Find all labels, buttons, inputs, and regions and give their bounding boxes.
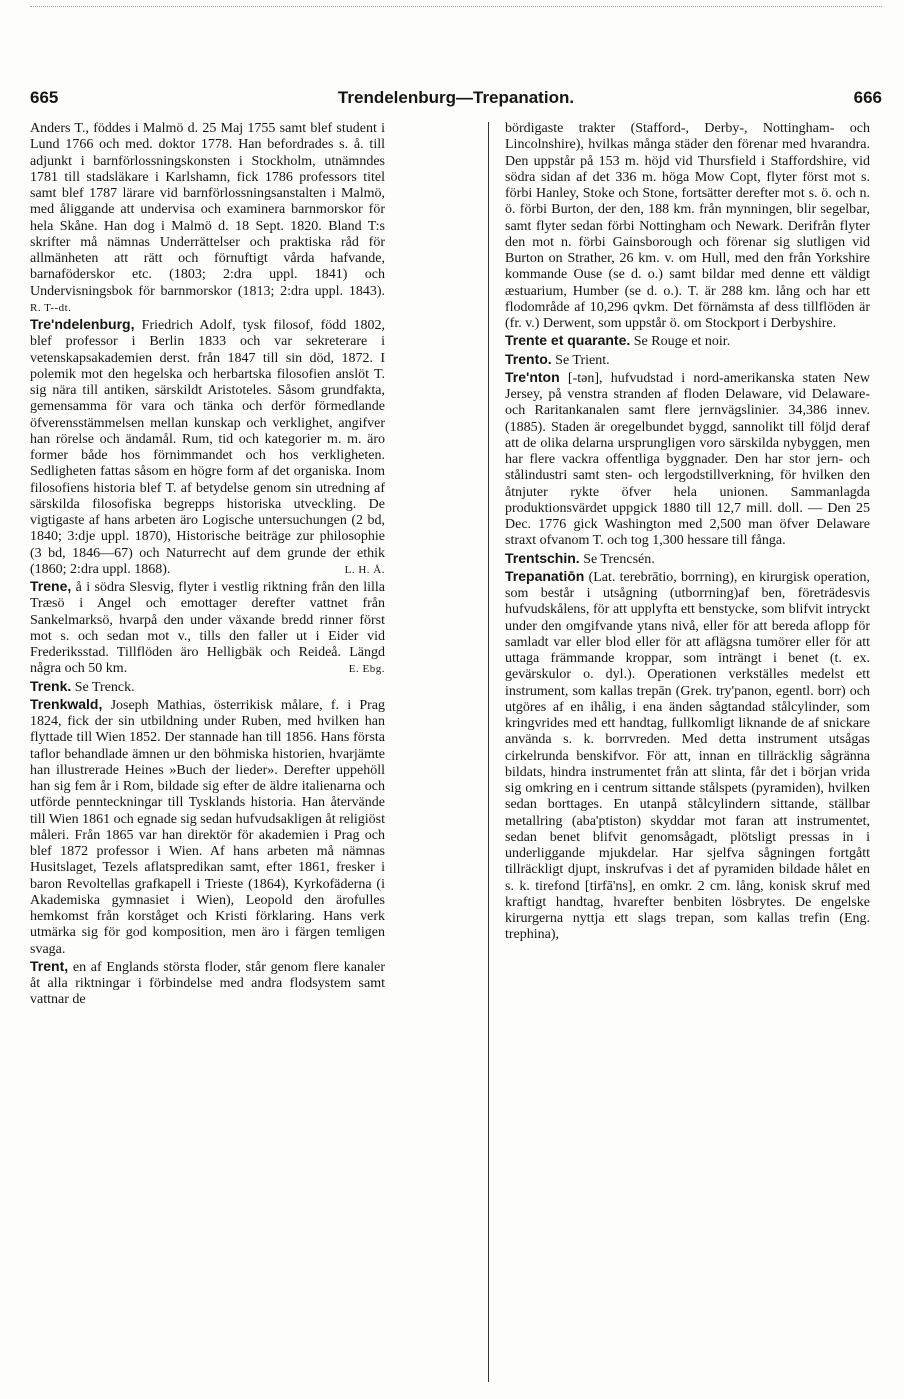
entry-text: å i södra Slesvig, flyter i vestlig riktning från den lilla Træsö i Angel och emottager derefter vattnet från Sankelmarksö, hvarpå den under växande bredd rinner först mot s. och sedan mot v., tills den faller ut i Eider vid Frederiksstad. Tillflöden äro Helligbäk och Reideå. Längd några och 50 km. xyxy=(30,580,385,677)
entry-trendelenburg-friedrich xyxy=(30,316,385,578)
entry-trente-et-quarante xyxy=(505,332,870,350)
entry-text: Anders T., föddes i Malmö d. 25 Maj 1755 samt blef student i Lund 1766 och med. doktor 1778. Han befordrades s. å. till adjunkt i barnförlossningskonsten i Stockholm, utnämndes 1781 till stadsläkare i Karlshamn, fick 1786 professors titel samt blef 1787 lärare vid barnförlossningsanstalten i Malmö, med åliggande att undervisa och examinera barnmorskor för hela Skåne. Han dog i Malmö d. 18 Sept. 1820. Bland T:s skrifter må nämnas Underrättelser och praktiska råd för allmänheten att rätt och förnuftigt vårda hafvande, barnaföderskor etc. (1803; 2:dra uppl. 1841) och Undervisningsbok för barnmorskor (1813; 2:dra uppl. 1843). xyxy=(30,121,385,299)
page-header xyxy=(30,88,882,112)
entry-trendelenburg-anders xyxy=(30,121,385,316)
entry-text: Se Trenck. xyxy=(71,679,135,695)
entry-text: Friedrich Adolf, tysk filosof, född 1802, blef professor i Berlin 1833 och var sekreterare i vetenskapsakademien derst. från 1847 till sin död, 1872. I polemik mot den hegelska och herbartska filosofien anslöt T. sig nära till antiken, särskildt Aristoteles. Såsom grundfakta, gemensamma för vara och tänka och derför förmedlande öfverensstämmelsen mellan kunskap och verklighet, angifver han rörelse och ändamål. Rum, tid och kategorier m. m. äro former både hos förnimmandet och hos verkligheten. Sedligheten fattas såsom en högre form af det organiska. Inom filosofiens historia blef T. af betydelse genom sin utredning af särskilda filosofiska begrepps historiska utveckling. De vigtigaste af hans arbeten äro Logische untersuchungen (2 bd, 1840; 3:dje uppl. 1870), Historische beiträge zur philosophie (3 bd, 1846—67) och Naturrecht auf dem grunde der ethik (1860; 2:dra uppl. 1868). xyxy=(30,318,385,577)
entry-trepanation xyxy=(505,568,870,944)
entry-text: en af Englands största floder, står genom flere kanaler åt alla riktningar i förbindelse med andra flodsystem samt vattnar de xyxy=(30,959,385,1008)
entry-trenkwald xyxy=(30,696,385,958)
entry-trene xyxy=(30,578,385,678)
lemma: Trente et quarante. xyxy=(505,332,631,349)
entry-text: Se Trencsén. xyxy=(579,551,655,567)
top-rule xyxy=(30,6,882,7)
page-number-left: 665 xyxy=(30,88,59,107)
entry-trentschin xyxy=(505,550,870,568)
lemma: Trene, xyxy=(30,578,72,594)
entry-trento xyxy=(505,351,870,369)
lemma: Trenk. xyxy=(30,677,72,694)
lemma: Tre'ndelenburg, xyxy=(30,316,135,332)
entry-text: bördigaste trakter (Stafford-, Derby-, Nottingham- och Lincolnshire), hvilkas många städer den förenar med hvarandra. Den uppstår på 153 m. höjd vid Thursfield i Staffordshire, vid södra sidan af det 336 m. höga Mow Copt, flyter först mot s. förbi Hanley, Stoke och Stone, fortsätter derefter mot s. ö. och n. ö. förbi Burton, der den, 188 km. från mynningen, blir segelbar, samt flyter sedan förbi Nottingham och Newark. Derifrån flyter den mot n. förbi Gainsborough och förenar sig slutligen vid Burton on Strather, 26 km. v. om Hull, med den från Yorkshire kommande Ouse (se d. o.) samt bildar med denne ett väldigt æstuarium, Humber (se d. o.). T. är 288 km. lång och har ett flodområde af 10,296 qvkm. Det förnämsta af dess tillflöden är (fr. v.) Derwent, som uppstår ö. om Stockport i Derbyshire. xyxy=(505,121,870,331)
entry-trent xyxy=(30,958,385,1009)
author-signature: L. H. Å. xyxy=(344,563,385,576)
author-signature: E. Ebg. xyxy=(348,663,385,676)
lemma: Trepanatiōn xyxy=(505,567,585,584)
lemma: Trent, xyxy=(30,957,69,974)
column-divider xyxy=(488,122,489,1382)
left-column xyxy=(30,121,385,1009)
entry-text: [-tən], hufvudstad i nord-amerikanska staten New Jersey, på venstra stranden af floden Delaware, vid Delaware- och Raritankanalen samt flere jernvägslinier. 34,386 innev. (1885). Staden är oregelbundet byggd, sannolikt till följd deraf att de olika delarna ursprungligen voro särskilda nybyggen, men har flere vackra offentliga byggnader. Den har stor jern- och stålindustri samt sten- och lergodstillverkning, för hvilken den åtnjuter rykte öfver hela unionen. Sammanlagda produktionsvärdet uppgick 1880 till 12,7 mill. doll. — Den 25 Dec. 1776 gick Washington med 2,500 man öfver Delaware straxt ofvanom T. och tog 1,300 hessare till fånga. xyxy=(505,370,870,549)
lemma: Tre'nton xyxy=(505,368,560,385)
running-title: Trendelenburg—Trepanation. xyxy=(337,88,575,107)
page-number-right: 666 xyxy=(853,88,882,107)
entry-text: Joseph Mathias, österrikisk målare, f. i Prag 1824, fick der sin utbildning under Ruben, med hvilken han flyttade till Wien 1852. Der stannade han till 1856. Hans första taflor behandlade ämnen ur den böhmiska historien, hvarjämte han illustrerade Heines »Buch der lieder». Derefter uppehöll han sig fem år i Rom, bildade sig efter de äldre italienarna och utförde pennteckningar till Tysklands historia. Han återvände till Wien 1861 och egnade sig sedan hufvudsakligen åt religiöst måleri. Från 1865 var han direktör för akademien i Prag och blef 1872 professor i Wien. Af hans arbeten må nämnas Husitslaget, Tezels aflatspredikan samt, efter 1861, fresker i baron Revoltellas grafkapell i Trieste (1864), Kyrkofäderna (i Akademiska gymnasiet i Wien), Leopold den ärofulles hemkomst från korståget och Kristi förklaring. Hans verk utmärka sig för god komposition, men äro i färgen temligen svaga. xyxy=(30,697,385,957)
entry-trenk xyxy=(30,678,385,696)
entry-trenton xyxy=(505,369,870,550)
right-column xyxy=(505,121,870,944)
entry-trent-continued xyxy=(505,121,870,332)
entry-text: Se Rouge et noir. xyxy=(630,334,731,350)
lemma: Trenkwald, xyxy=(30,695,103,712)
lemma: Trentschin. xyxy=(505,549,580,566)
entry-text: (Lat. terebrātio, borrning), en kirurgisk operation, som består i utsågning (utborrning)af ben, företrädesvis hufvudskålens, för att upplyfta ett benstycke, som blifvit intryckt under den omgifvande ytans nivå, eller för att bereda aflopp för samladt var eller blod eller för att aflägsna tumörer eller för att uttaga främmande kroppar, som inträngt i benet (t. ex. gevärskulor o. dyl.). Operationen verkställes medelst ett instrument, som kallas trepān (Grek. try'panon, egentl. borr) och utgöres af en ihålig, i ena änden sågtandad stålcylinder, som kringvrides med ett handtag, fullkomligt liknande de af snickare använda s. k. borrvreden. Med detta instrument utsågas cirkelrunda benskifvor. För att, innan en tillräcklig sågränna bildats, hindra instrumentet från att slinta, får det i början vrida sig omkring en i centrum sittande stålspets (pyramiden), hvilken sedan borttages. En utanpå stålcylindern sittande, ställbar metallring (aba'ptiston) skyddar mot faran att instrumentet, sedan benet blifvit genomsågadt, plötsligt pressas in i underliggande mjukdelar. Har sjelfva sågningen fortgått tillräckligt djupt, inskrufvas i det af pyramiden bildade hålet en s. k. tirefond [tirfā'ns], en omkr. 2 cm. lång, konisk skruf med kraftigt handtag, hvarefter benbiten lösbrytes. De engelske kirurgerna nyttja ett slags trepan, som kallas trefin (Eng. trephina), xyxy=(505,569,870,943)
lemma: Trento. xyxy=(505,350,552,367)
entry-text: Se Trient. xyxy=(551,352,610,368)
author-signature: R. T--dt. xyxy=(30,301,72,314)
